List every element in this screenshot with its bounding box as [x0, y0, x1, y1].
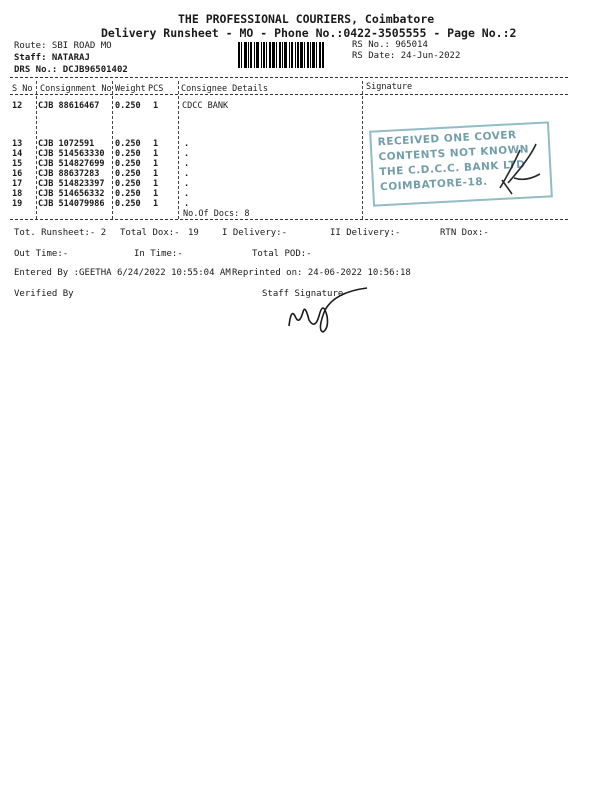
- stamp-line: CONTENTS NOT KNOWN: [378, 143, 530, 164]
- row-sno: 14: [12, 149, 23, 159]
- barcode: [238, 42, 338, 68]
- row-consignment: CJB 88616467: [38, 101, 100, 111]
- row-sno: 19: [12, 199, 23, 209]
- col-divider: [362, 81, 363, 219]
- i-delivery: I Delivery:-: [222, 228, 288, 238]
- verified-by: Verified By: [14, 289, 74, 299]
- total-dox-value: 19: [188, 228, 199, 238]
- total-dox-label: Total Dox:-: [120, 228, 180, 238]
- row-consignee: .: [184, 169, 190, 179]
- row-consignment: CJB 514656332: [38, 189, 105, 199]
- row-consignee: .: [184, 149, 190, 159]
- col-header-consignee: Consignee Details: [181, 84, 268, 94]
- row-pcs: 1: [153, 101, 159, 111]
- rs-number: RS No.: 965014: [352, 40, 428, 50]
- col-header-consignment: Consignment No: [40, 84, 112, 94]
- row-sno: 12: [12, 101, 23, 111]
- row-weight: 0.250: [115, 189, 141, 199]
- col-divider: [112, 81, 113, 219]
- row-sno: 13: [12, 139, 23, 149]
- col-header-pcs: PCS: [148, 84, 164, 94]
- company-title: THE PROFESSIONAL COURIERS, Coimbatore: [178, 12, 435, 26]
- row-sno: 15: [12, 159, 23, 169]
- tot-runsheet: Tot. Runsheet:- 2: [14, 228, 107, 238]
- rs-date: RS Date: 24-Jun-2022: [352, 51, 461, 61]
- stamp-signature: [490, 138, 550, 200]
- row-sno: 16: [12, 169, 23, 179]
- col-header-signature: Signature: [366, 82, 413, 92]
- row-pcs: 1: [153, 149, 159, 159]
- row-pcs: 1: [153, 179, 159, 189]
- stamp-line: COIMBATORE-18.: [379, 175, 488, 194]
- row-consignment: CJB 88637283: [38, 169, 100, 179]
- row-pcs: 1: [153, 139, 159, 149]
- row-weight: 0.250: [115, 139, 141, 149]
- col-header-weight: Weight: [115, 84, 146, 94]
- row-consignment: CJB 514079986: [38, 199, 105, 209]
- row-weight: 0.250: [115, 199, 141, 209]
- row-consignment: CJB 514827699: [38, 159, 105, 169]
- in-time: In Time:-: [134, 249, 183, 259]
- stamp-line: RECEIVED ONE COVER: [377, 129, 517, 149]
- route-label: Route: SBI ROAD MO: [14, 41, 112, 51]
- ii-delivery: II Delivery:-: [330, 228, 401, 238]
- col-divider: [178, 81, 179, 219]
- row-consignment: CJB 514823397: [38, 179, 105, 189]
- row-weight: 0.250: [115, 179, 141, 189]
- row-pcs: 1: [153, 169, 159, 179]
- stamp-line: THE C.D.C.C. BANK LTD: [379, 158, 526, 179]
- row-consignment: CJB 1072591: [38, 139, 95, 149]
- no-of-docs: No.Of Docs: 8: [183, 209, 250, 219]
- drs-number: DRS No.: DCJB96501402: [14, 65, 128, 75]
- row-weight: 0.250: [115, 149, 141, 159]
- row-consignee: .: [184, 199, 190, 209]
- header-divider-bottom: [10, 94, 568, 95]
- row-weight: 0.250: [115, 159, 141, 169]
- row-consignee: CDCC BANK: [182, 101, 229, 111]
- row-weight: 0.250: [115, 101, 141, 111]
- runsheet-title: Delivery Runsheet - MO - Phone No.:0422-3505555 - Page No.:2: [101, 26, 517, 40]
- row-sno: 17: [12, 179, 23, 189]
- col-divider: [36, 81, 37, 219]
- row-consignee: .: [184, 189, 190, 199]
- row-sno: 18: [12, 189, 23, 199]
- col-header-sno: S No: [12, 84, 33, 94]
- staff-label: Staff: NATARAJ: [14, 53, 90, 63]
- row-weight: 0.250: [115, 169, 141, 179]
- entered-by: Entered By :GEETHA 6/24/2022 10:55:04 AM: [14, 268, 231, 278]
- total-pod: Total POD:-: [252, 249, 312, 259]
- table-divider-bottom: [10, 219, 568, 220]
- reprinted-on: Reprinted on: 24-06-2022 10:56:18: [232, 268, 411, 278]
- staff-signature-label: Staff Signature: [262, 289, 344, 299]
- row-consignee: .: [184, 139, 190, 149]
- row-pcs: 1: [153, 199, 159, 209]
- row-pcs: 1: [153, 159, 159, 169]
- staff-signature: [283, 286, 373, 336]
- out-time: Out Time:-: [14, 249, 69, 259]
- row-consignee: .: [184, 159, 190, 169]
- row-pcs: 1: [153, 189, 159, 199]
- rtn-dox: RTN Dox:-: [440, 228, 489, 238]
- row-consignment: CJB 514563330: [38, 149, 105, 159]
- header-divider-top: [10, 77, 568, 78]
- row-consignee: .: [184, 179, 190, 189]
